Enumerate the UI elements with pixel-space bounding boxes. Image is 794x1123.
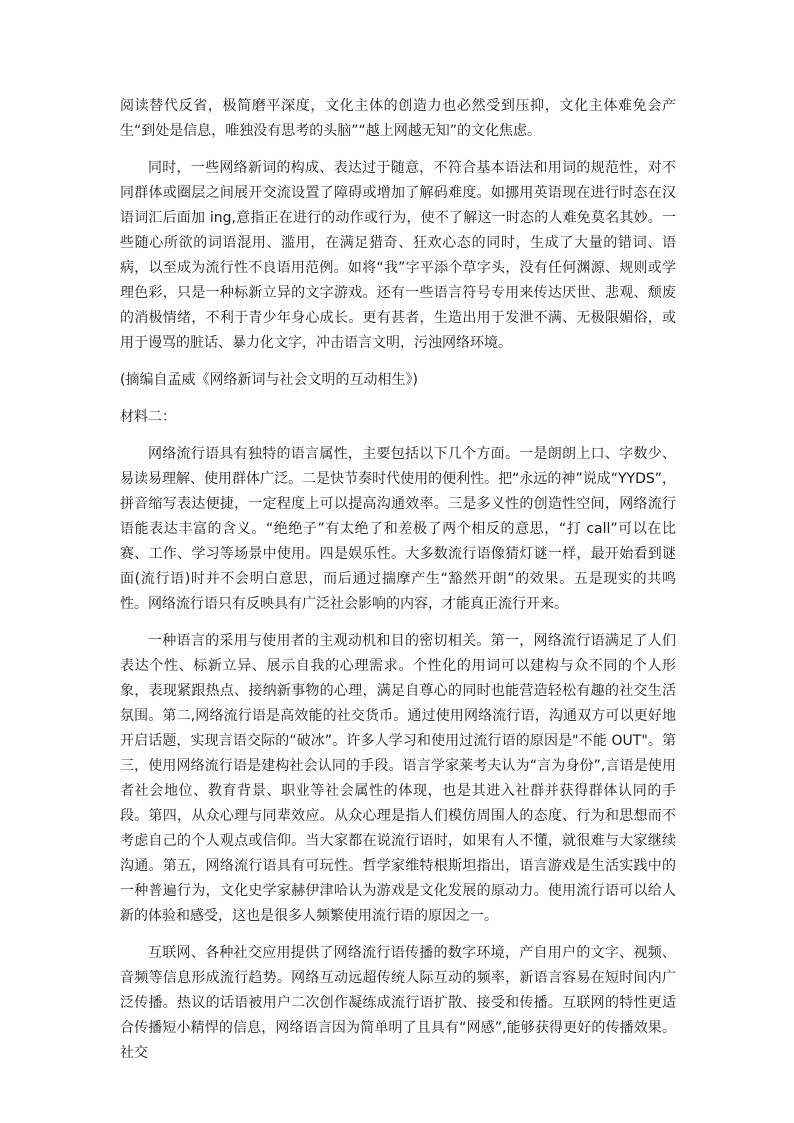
paragraph-3: 网络流行语具有独特的语言属性，主要包括以下几个方面。一是朗朗上口、字数少、易读易理解、使用群体广泛。二是快节奏时代使用的便利性。把“永远的神”说成“YYDS”，拼音缩写表达便捷，一定程度上可以提高沟通效率。三是多义性的创造性空间，网络流行语能表达丰富的含义。“绝绝子”有太绝了和差极了两个相反的意思，“打 call”可以在比赛、工作、学习等场景中使用。四是娱乐性。大多数流行语像猜灯谜一样，最开始看到谜面(流行语)时并不会明白意思，而后通过揣摩产生“豁然开朗”的效果。五是现实的共鸣性。网络流行语只有反映具有广泛社会影响的内容，才能真正流行开来。 bbox=[120, 446, 676, 612]
section-heading: 材料二： bbox=[120, 409, 176, 425]
paragraph-4: 一种语言的采用与使用者的主观动机和目的密切相关。第一，网络流行语满足了人们表达个性、标新立异、展示自我的心理需求。个性化的用词可以建构与众不同的个人形象，表现紧跟热点、接纳新事物的心理，满足自尊心的同时也能营造轻松有趣的社交生活氛围。第二,网络流行语是高效能的社交货币。通过使用网络流行语，沟通双方可以更好地开启话题，实现言语交际的“破冰”。许多人学习和使用过流行语的原因是"不能 OUT"。第三，使用网络流行语是建构社会认同的手段。语言学家莱考夫认为“言为身份”,言语是使用者社会地位、教育背景、职业等社会属性的体现，也是其进入社群并获得群体认同的手段。第四，从众心理与同辈效应。从众心理是指人们模仿周围人的态度、行为和思想而不考虑自己的个人观点或信仰。当大家都在说流行语时，如果有人不懂，就很难与大家继续沟通。第五，网络流行语具有可玩性。哲学家维特根斯坦指出，语言游戏是生活实践中的一种普遍行为，文化史学家赫伊津哈认为游戏是文化发展的原动力。使用流行语可以给人新的体验和感受，这也是很多人频繁使用流行语的原因之一。 bbox=[120, 633, 676, 924]
paragraph-2: 同时，一些网络新词的构成、表达过于随意，不符合基本语法和用词的规范性，对不同群体或圈层之间展开交流设置了障碍或增加了解码难度。如挪用英语现在进行时态在汉语词汇后面加 ing,意指正在进行的动作或行为，使不了解这一时态的人难免莫名其妙。一些随心所欲的词语混用、滥用，在满足猎奇、狂欢心态的同时，生成了大量的错词、语病，以至成为流行性不良语用范例。如将“我”字平添个草字头，没有任何渊源、规则或学理色彩，只是一种标新立异的文字游戏。还有一些语言符号专用来传达厌世、悲观、颓废的消极情绪，不利于青少年身心成长。更有甚者，生造出用于发泄不满、无极限媚俗，或用于谩骂的脏话、暴力化文字，冲击语言文明，污浊网络环境。 bbox=[120, 160, 676, 351]
paragraph-1: 阅读替代反省，极简磨平深度，文化主体的创造力也必然受到压抑，文化主体难免会产生“到处是信息，唯独没有思考的头脑”“越上网越无知”的文化焦虑。 bbox=[120, 98, 676, 139]
document-page bbox=[120, 94, 676, 1078]
paragraph-5: 互联网、各种社交应用提供了网络流行语传播的数字环境，产自用户的文字、视频、音频等信息形成流行趋势。网络互动远超传统人际互动的频率，新语言容易在短时间内广泛传播。热议的话语被用户二次创作凝练成流行语扩散、接受和传播。互联网的特性更适合传播短小精悍的信息，网络语言因为简单明了且具有“网感”,能够获得更好的传播效果。社交 bbox=[120, 945, 676, 1061]
source-citation: (摘编自孟威《网络新词与社会文明的互动相生》) bbox=[120, 372, 418, 388]
